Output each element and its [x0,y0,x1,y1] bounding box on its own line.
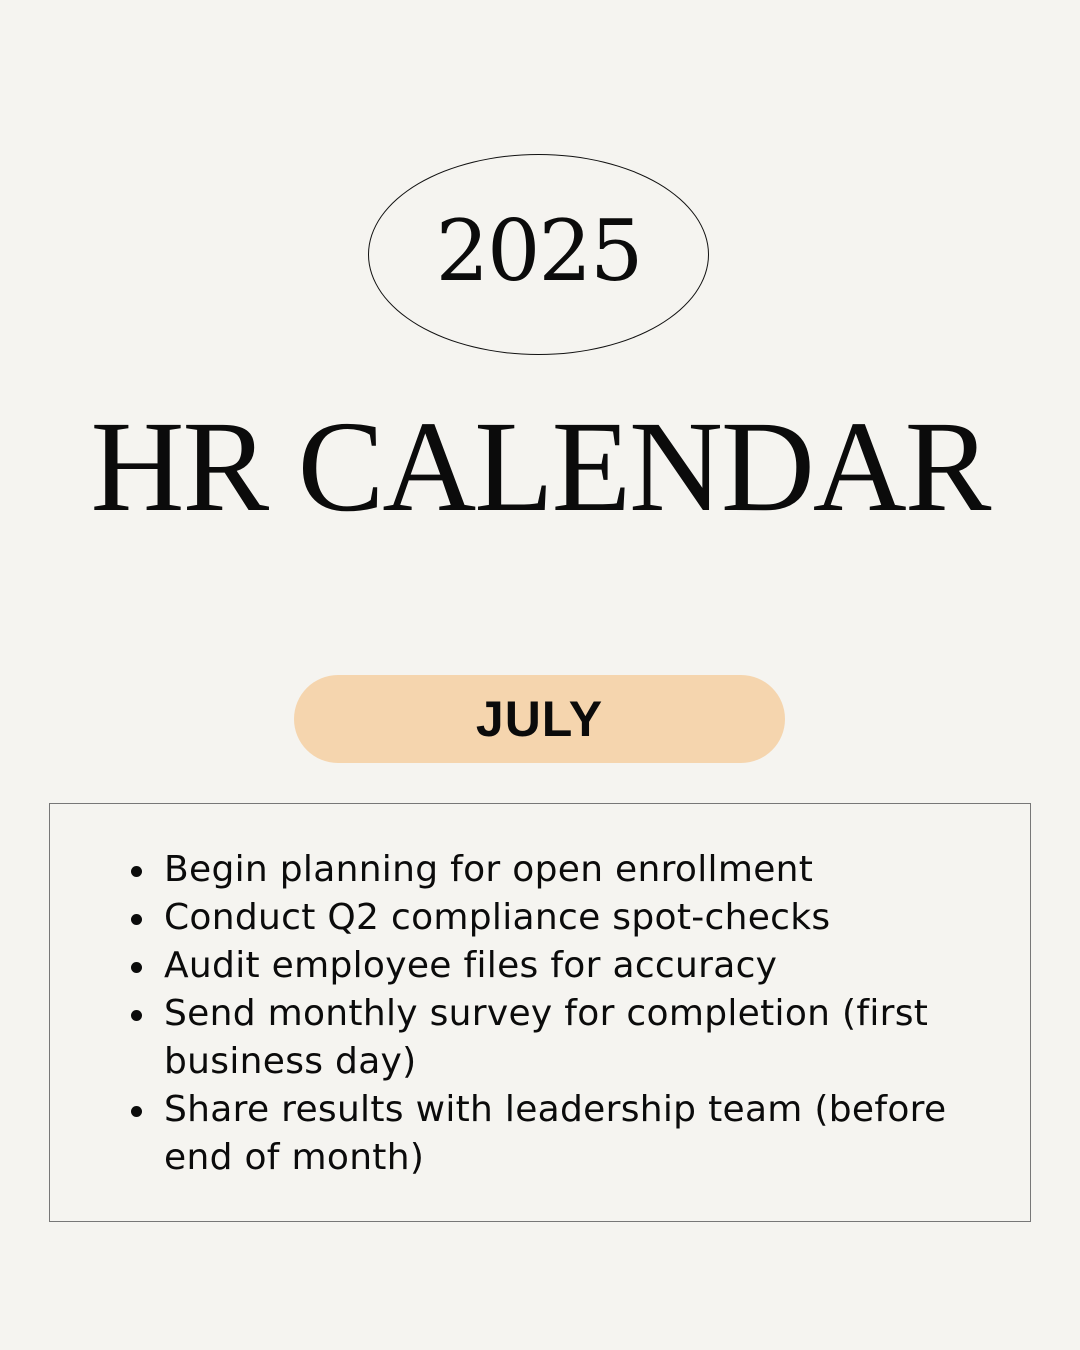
task-text: Conduct Q2 compliance spot-checks [164,897,831,938]
month-label: JULY [475,691,604,747]
page-title: HR CALENDAR [90,395,990,539]
task-text: Share results with leadership team (before end of month) [164,1089,947,1178]
task-item [50,990,1030,1086]
task-item [50,942,1030,990]
year-label: 2025 [435,201,642,300]
task-panel [49,803,1031,1222]
task-text: Begin planning for open enrollment [164,849,814,890]
year-badge [368,154,709,355]
task-text: Send monthly survey for completion (first business day) [164,993,929,1082]
task-item [50,894,1030,942]
month-badge [294,675,785,763]
task-list [50,846,1030,1182]
bullet-icon [131,1106,142,1117]
task-item [50,1086,1030,1182]
bullet-icon [131,962,142,973]
task-item [50,846,1030,894]
bullet-icon [131,914,142,925]
bullet-icon [131,1010,142,1021]
bullet-icon [131,866,142,877]
task-text: Audit employee files for accuracy [164,945,778,986]
